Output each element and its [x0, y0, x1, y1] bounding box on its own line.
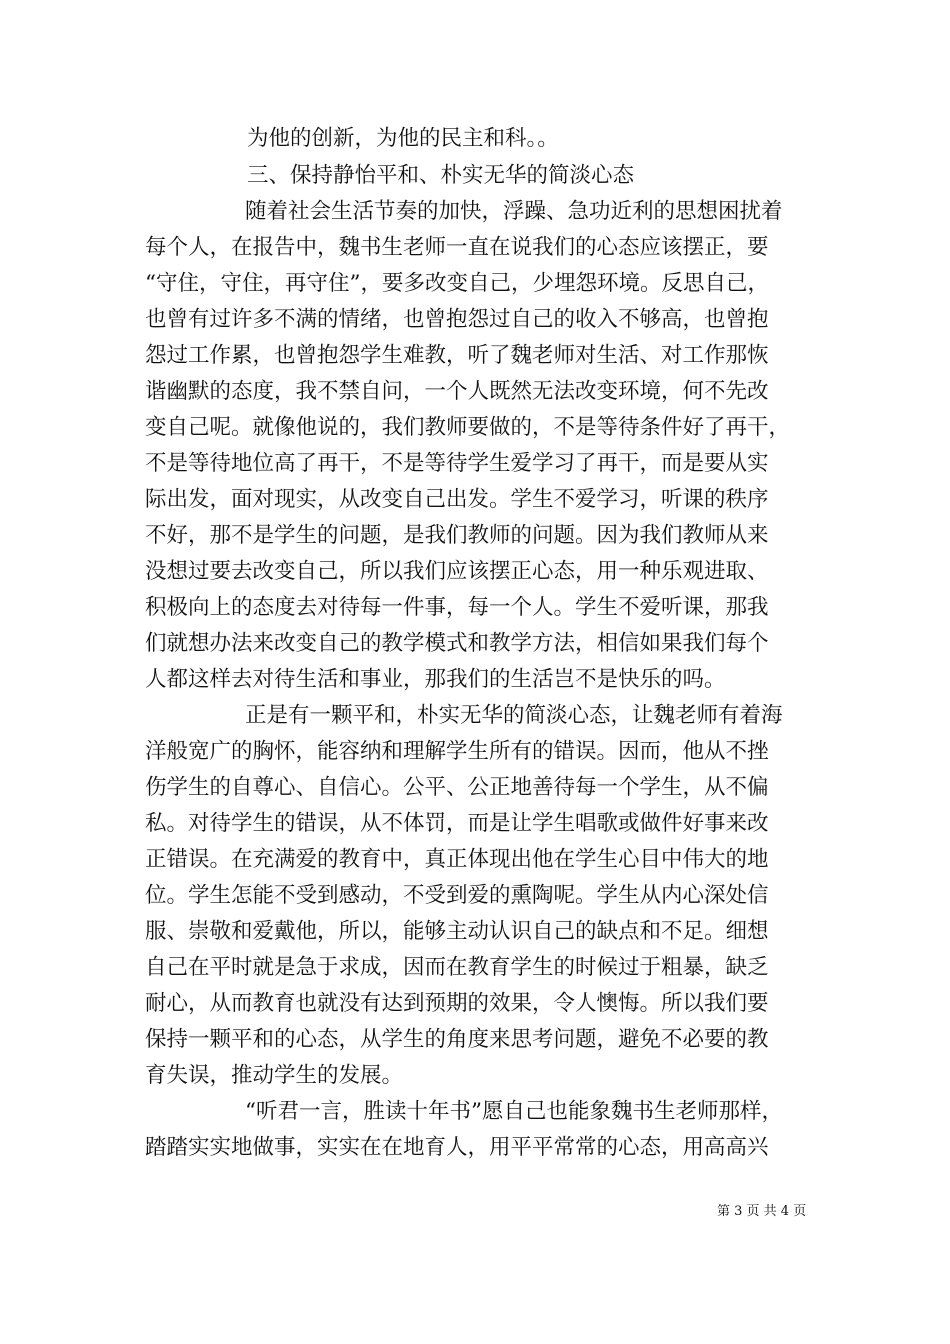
text-line: 每个人，在报告中，魏书生老师一直在说我们的心态应该摆正，要	[145, 235, 769, 260]
text-line: 为他的创新，为他的民主和科。。	[247, 126, 559, 151]
text-line: 服、崇敬和爱戴他，所以，能够主动认识自己的缺点和不足。细想	[145, 919, 769, 944]
text-line: 伤学生的自尊心、自信心。公平、公正地善待每一个学生，从不偏	[145, 775, 769, 800]
text-line: 正是有一颗平和，朴实无华的简淡心态，让魏老师有着海	[245, 703, 783, 728]
text-line: 随着社会生活节奏的加快，浮躁、急功近利的思想困扰着	[245, 199, 783, 224]
text-line: 耐心，从而教育也就没有达到预期的效果，令人懊悔。所以我们要	[145, 991, 769, 1016]
text-line: 自己在平时就是急于求成，因而在教育学生的时候过于粗暴，缺乏	[145, 955, 769, 980]
text-line: 们就想办法来改变自己的教学模式和教学方法，相信如果我们每个	[145, 631, 769, 656]
text-line: 保持一颗平和的心态，从学生的角度来思考问题，避免不必要的教	[145, 1027, 769, 1052]
text-line: “守住，守住，再守住”，要多改变自己，少埋怨环境。反思自己，	[145, 271, 769, 296]
text-line: 际出发，面对现实，从改变自己出发。学生不爱学习，听课的秩序	[145, 487, 769, 512]
text-line: 洋般宽广的胸怀，能容纳和理解学生所有的错误。因而，他从不挫	[145, 739, 769, 764]
text-line: 正错误。在充满爱的教育中，真正体现出他在学生心目中伟大的地	[145, 847, 769, 872]
section-heading: 三、保持静怡平和、朴实无华的简淡心态	[247, 163, 635, 188]
text-line: 踏踏实实地做事，实实在在地育人，用平平常常的心态，用高高兴	[145, 1135, 769, 1160]
text-line: 位。学生怎能不受到感动，不受到爱的熏陶呢。学生从内心深处信	[145, 883, 769, 908]
text-line: 没想过要去改变自己，所以我们应该摆正心态，用一种乐观进取、	[145, 559, 769, 584]
text-line: 变自己呢。就像他说的，我们教师要做的，不是等待条件好了再干，	[145, 415, 791, 440]
page-number-footer: 第 3 页 共 4 页	[717, 1204, 807, 1219]
text-line: 积极向上的态度去对待每一件事，每一个人。学生不爱听课，那我	[145, 595, 769, 620]
text-line: 怨过工作累，也曾抱怨学生难教，听了魏老师对生活、对工作那恢	[145, 343, 769, 368]
text-line: 育失误，推动学生的发展。	[145, 1063, 404, 1088]
text-line: “听君一言，胜读十年书”愿自己也能象魏书生老师那样，	[245, 1099, 783, 1124]
text-line: 私。对待学生的错误，从不体罚，而是让学生唱歌或做件好事来改	[145, 811, 769, 836]
text-line: 人都这样去对待生活和事业，那我们的生活岂不是快乐的吗。	[145, 667, 726, 692]
text-line: 不是等待地位高了再干，不是等待学生爱学习了再干，而是要从实	[145, 451, 769, 476]
text-line: 也曾有过许多不满的情绪，也曾抱怨过自己的收入不够高，也曾抱	[145, 307, 769, 332]
text-line: 不好，那不是学生的问题，是我们教师的问题。因为我们教师从来	[145, 523, 769, 548]
text-line: 谐幽默的态度，我不禁自问，一个人既然无法改变环境，何不先改	[145, 379, 769, 404]
